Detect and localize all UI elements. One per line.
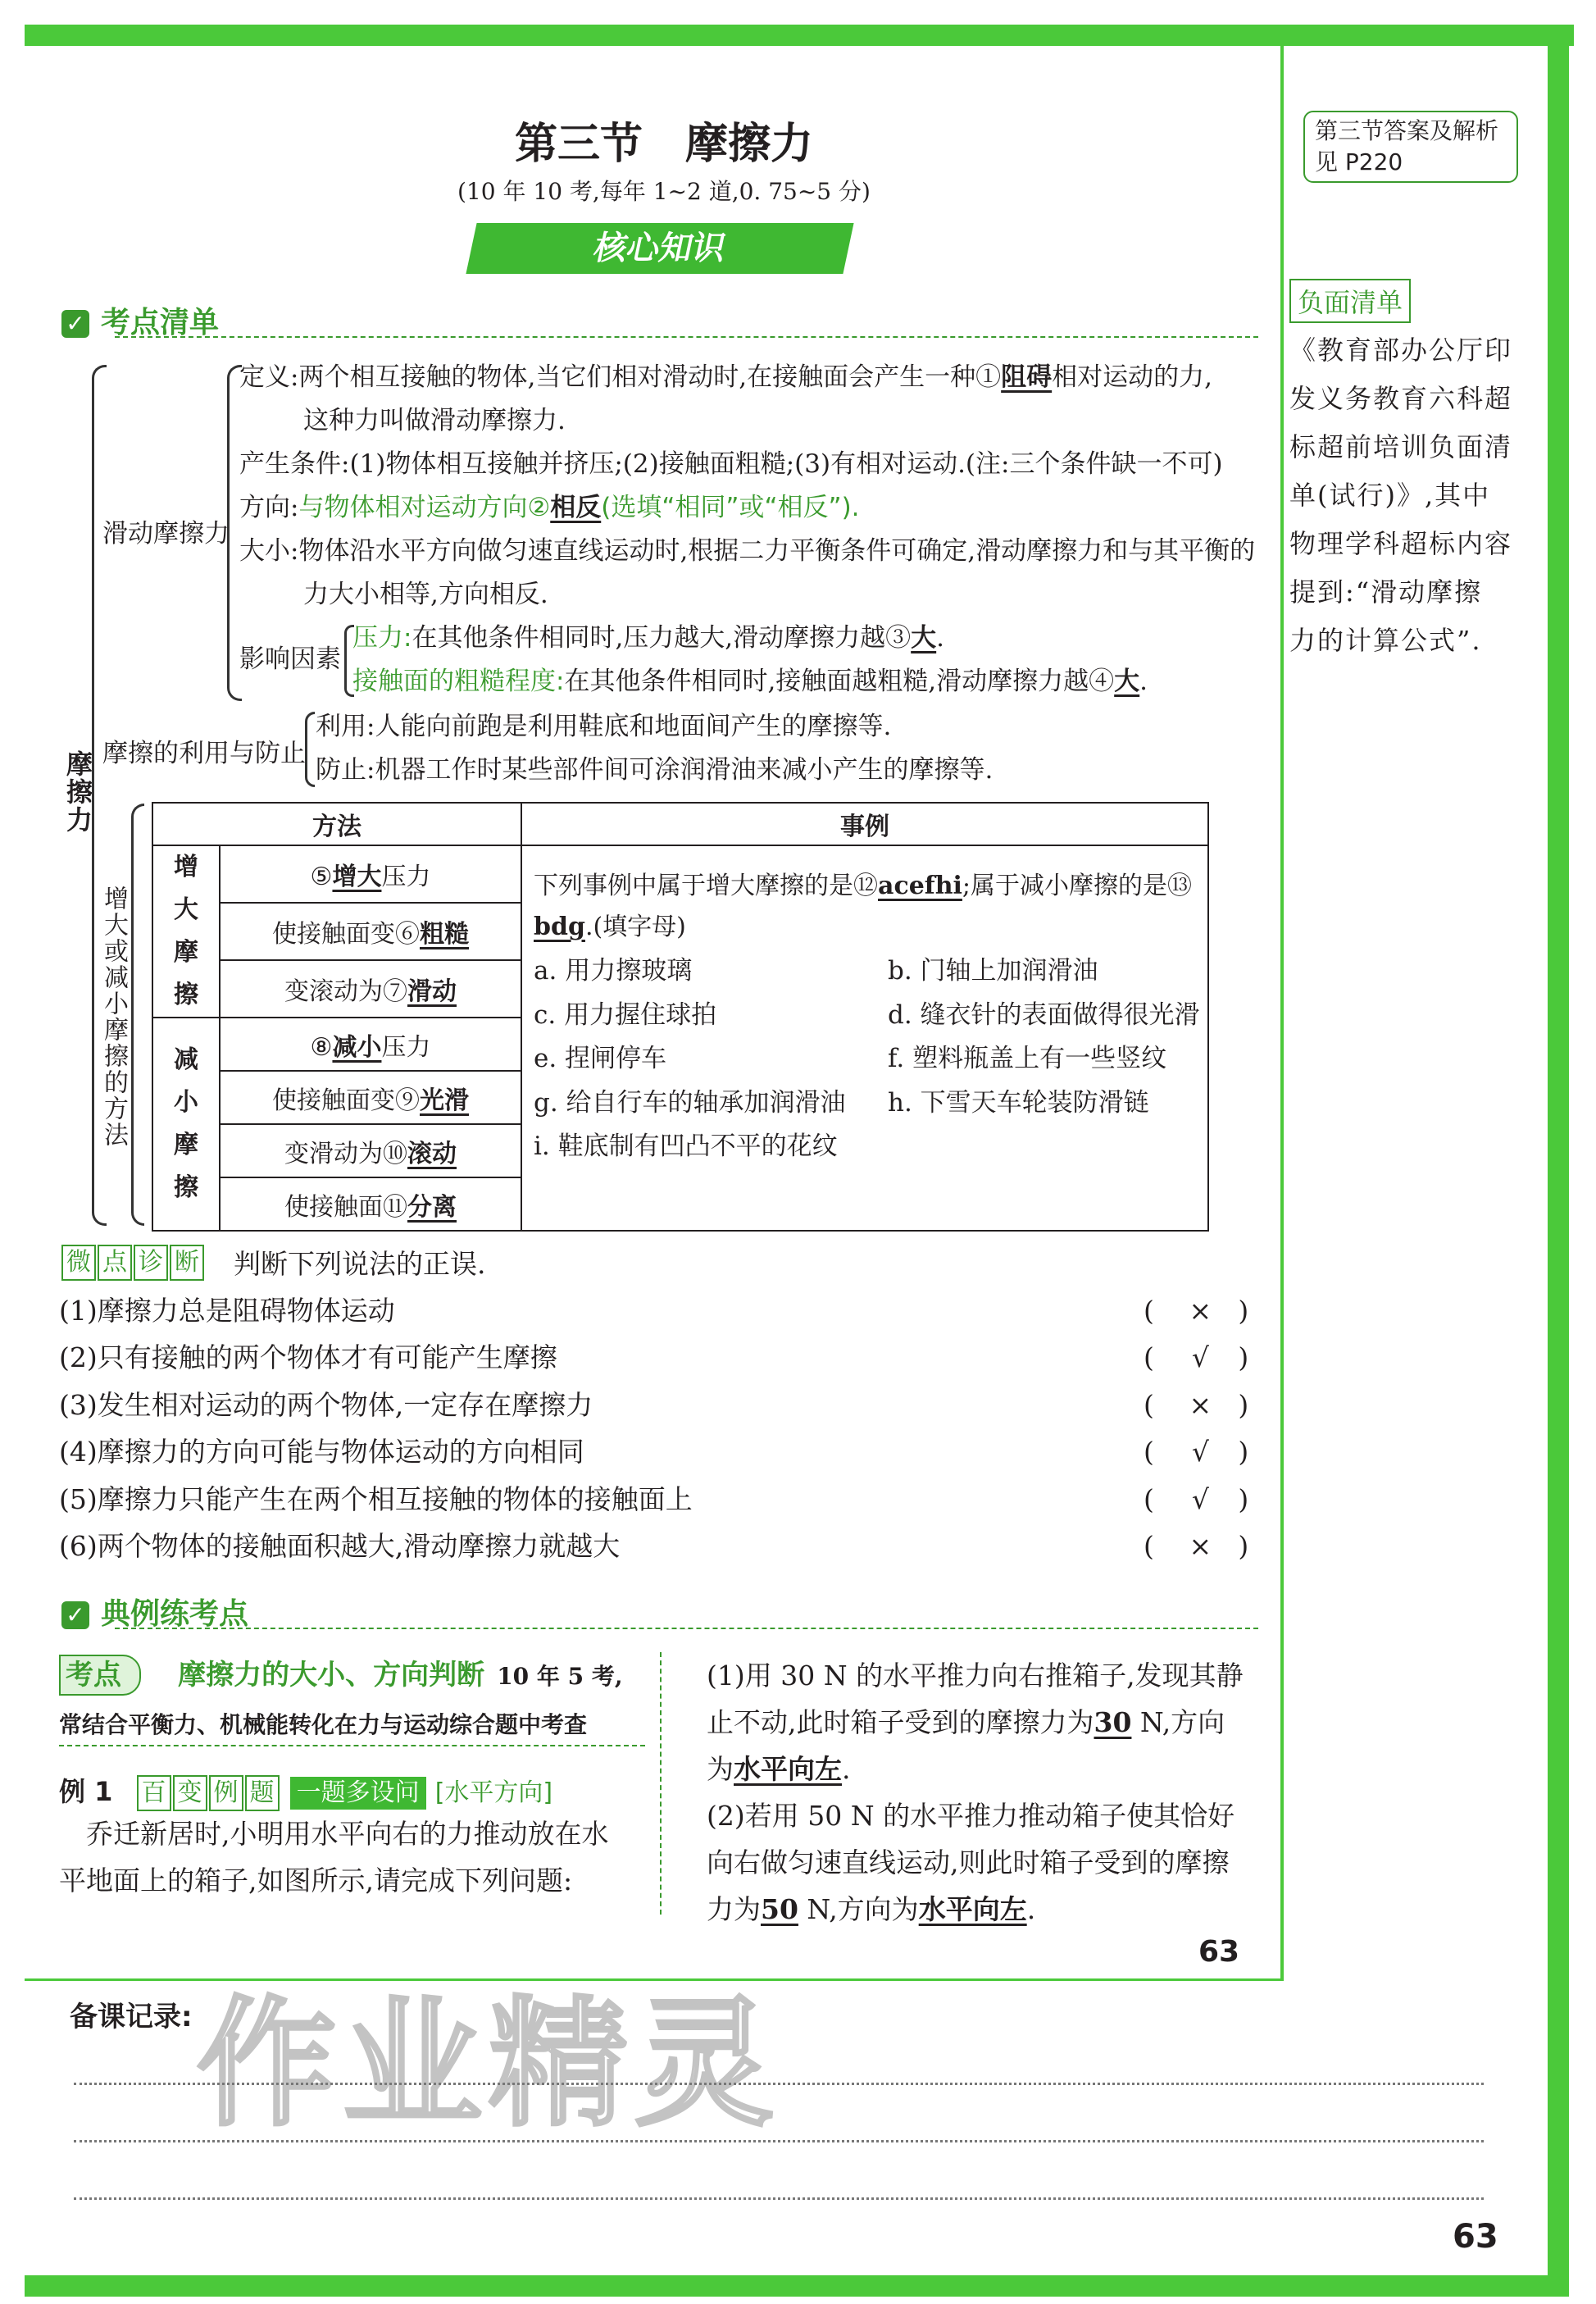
example-item: d. 缝衣针的表面做得很光滑 <box>888 1000 1200 1030</box>
judge-item: (5)摩擦力只能产生在两个相互接触的物体的接触面上 <box>59 1483 693 1515</box>
use-prevent-label: 摩擦的利用与防止 <box>102 739 306 768</box>
outer-page-number: 63 <box>1453 2218 1498 2256</box>
column-divider <box>660 1652 662 1915</box>
decrease-method-2: 使接触面变⑨光滑 <box>220 1071 521 1124</box>
page-title: 第三节 摩擦力 <box>514 120 813 169</box>
direction-line: 方向:与物体相对运动方向②相反(选填“相同”或“相反”). <box>239 493 860 522</box>
judge-answer: ( √ ) <box>1144 1436 1249 1468</box>
check-icon: ✓ <box>61 1601 89 1629</box>
diagnosis-tag: 微 点 诊 断 <box>61 1245 206 1281</box>
judge-answer: ( √ ) <box>1144 1341 1249 1373</box>
judge-answer: ( × ) <box>1144 1389 1249 1421</box>
col-method: 方法 <box>152 803 521 845</box>
judge-answer: ( × ) <box>1144 1530 1249 1562</box>
examples-question: 下列事例中属于增大摩擦的是⑫acefhi;属于减小摩擦的是⑬ <box>534 872 1193 900</box>
check-icon: ✓ <box>61 310 89 338</box>
negative-list-title: 负面清单 <box>1289 279 1411 323</box>
inner-page-number: 63 <box>1198 1935 1240 1969</box>
factors-brace <box>344 625 354 697</box>
example-answers: (1)用 30 N 的水平推力向右推箱子,发现其静 止不动,此时箱子受到的摩擦力为30 N,方向 为水平向左. (2)若用 50 N 的水平推力推动箱子使其恰好 向右做匀速直线运动,则此时箱子受到的摩擦 力为50 N,方向为水平向左. <box>707 1660 1244 1925</box>
judge-item: (3)发生相对运动的两个物体,一定存在摩擦力 <box>59 1389 593 1421</box>
sidebar-divider <box>1280 46 1284 1981</box>
magnitude-line-2: 力大小相等,方向相反. <box>303 580 548 609</box>
example-item: e. 捏闸停车 <box>534 1044 667 1073</box>
examples-list <box>534 946 1200 1161</box>
definition-line-2: 这种力叫做滑动摩擦力. <box>303 406 566 435</box>
examination-note: 常结合平衡力、机械能转化在力与运动综合题中考查 <box>59 1711 588 1738</box>
judge-item: (6)两个物体的接触面积越大,滑动摩擦力就越大 <box>59 1530 621 1562</box>
judge-answer: ( √ ) <box>1144 1483 1249 1515</box>
notes-label: 备课记录: <box>70 2001 193 2033</box>
notes-line-2 <box>74 2140 1484 2142</box>
condition-line: 产生条件:(1)物体相互接触并挤压;(2)接触面粗糙;(3)有相对运动.(注:三个条件缺一不可) <box>239 449 1223 479</box>
col-examples: 事例 <box>521 803 1208 845</box>
judge-answer: ( × ) <box>1144 1295 1249 1327</box>
examination-point-bar <box>59 1652 645 1696</box>
example-body-line-2: 平地面上的箱子,如图所示,请完成下列问题: <box>59 1865 573 1896</box>
examples-cell: 下列事例中属于增大摩擦的是⑫acefhi;属于减小摩擦的是⑬ bdg.(填字母) a. 用力擦玻璃 b. 门轴上加润滑油 c. 用力握住球拍 d. 缝衣针的表面做得很光滑 e. 捏闸停车 f. 塑料瓶盖上有一些竖纹 g. 给自行车的轴承加润滑油 h. 下雪天车轮装防滑链 i. 鞋底制有凹凸不平的花纹 <box>521 845 1208 1231</box>
example-item: i. 鞋底制有凹凸不平的花纹 <box>534 1132 838 1161</box>
top-green-bar <box>25 25 1574 46</box>
example-header: 例 1 百 变 例 题 一题多设问 [水平方向] <box>59 1771 552 1811</box>
mindmap-root-label: 摩擦力 <box>62 750 93 834</box>
example-body-line-1: 乔迁新居时,小明用水平向右的力推动放在水 <box>86 1818 609 1850</box>
increase-method-1: ⑤增大压力 <box>220 845 521 903</box>
judge-item: (4)摩擦力的方向可能与物体运动的方向相同 <box>59 1436 584 1468</box>
example-item: h. 下雪天车轮装防滑链 <box>888 1088 1149 1118</box>
methods-brace <box>131 804 144 1226</box>
judge-item: (2)只有接触的两个物体才有可能产生摩擦 <box>59 1341 557 1373</box>
definition-line: 定义:两个相互接触的物体,当它们相对滑动时,在接触面会产生一种①阻碍相对运动的力, <box>239 362 1213 392</box>
examination-point-title: 摩擦力的大小、方向判断 <box>178 1659 485 1692</box>
example-item: g. 给自行车的轴承加润滑油 <box>534 1088 846 1118</box>
sliding-friction-block <box>239 361 1264 697</box>
example-item: f. 塑料瓶盖上有一些竖纹 <box>888 1044 1167 1073</box>
section-heading-underline <box>115 336 1258 338</box>
example-item: c. 用力握住球拍 <box>534 1000 717 1030</box>
answer-reference: 第三节答案及解析见 P220 <box>1303 111 1518 183</box>
section2-underline <box>115 1628 1258 1629</box>
example-item: b. 门轴上加润滑油 <box>888 956 1098 986</box>
decrease-label: 减小摩擦 <box>152 1018 220 1231</box>
prevent-line: 防止:机器工作时某些部件间可涂润滑油来减小产生的摩擦等. <box>316 755 994 785</box>
examination-note-underline <box>59 1745 645 1746</box>
notes-line-3 <box>74 2197 1484 2200</box>
decrease-method-4: 使接触面⑪分离 <box>220 1177 521 1231</box>
decrease-method-1: ⑧减小压力 <box>220 1018 521 1071</box>
examination-frequency: 10 年 5 考, <box>497 1663 623 1690</box>
use-line: 利用:人能向前跑是利用鞋底和地面间产生的摩擦等. <box>316 712 892 741</box>
methods-table <box>152 802 1209 1232</box>
decrease-method-3: 变滑动为⑩滚动 <box>220 1124 521 1177</box>
increase-label: 增大摩擦 <box>152 845 220 1018</box>
increase-method-2: 使接触面变⑥粗糙 <box>220 903 521 960</box>
judge-item: (1)摩擦力总是阻碍物体运动 <box>59 1295 395 1327</box>
notes-line-1 <box>74 2083 1484 2085</box>
negative-list-text: 《教育部办公厅印 发义务教育六科超 标超前培训负面清 单(试行)》,其中 物理学科超标内容 提到:“滑动摩擦 力的计算公式”. <box>1289 335 1513 656</box>
core-knowledge-banner: 核心知识 <box>466 223 853 274</box>
bottom-green-bar <box>25 2275 1569 2297</box>
section-checklist-heading: ✓ 考点清单 <box>61 299 219 341</box>
methods-label: 增大或减小摩擦的方法 <box>99 886 128 1148</box>
example-item: a. 用力擦玻璃 <box>534 956 693 986</box>
factor-roughness-line: 接触面的粗糙程度:在其他条件相同时,接触面越粗糙,滑动摩擦力越④大. <box>352 667 1148 696</box>
increase-method-3: 变滚动为⑦滑动 <box>220 960 521 1018</box>
magnitude-line: 大小:物体沿水平方向做匀速直线运动时,根据二力平衡条件可确定,滑动摩擦力和与其平衡的 <box>239 536 1256 566</box>
sliding-friction-label: 滑动摩擦力 <box>102 519 230 549</box>
use-brace <box>305 712 315 787</box>
watermark: 作业精灵 <box>197 1983 781 2146</box>
factor-pressure-line: 压力:在其他条件相同时,压力越大,滑动摩擦力越③大. <box>352 623 945 653</box>
page-subtitle: (10 年 10 考,每年 1~2 道,0. 75~5 分) <box>457 178 871 205</box>
factors-label: 影响因素 <box>239 644 341 674</box>
section-examples-heading: ✓ 典例练考点 <box>61 1591 248 1632</box>
right-green-bar <box>1548 25 1569 2296</box>
diagnosis-prompt: 判断下列说法的正误. <box>234 1248 486 1280</box>
examination-point-tag: 考点 <box>59 1655 141 1696</box>
